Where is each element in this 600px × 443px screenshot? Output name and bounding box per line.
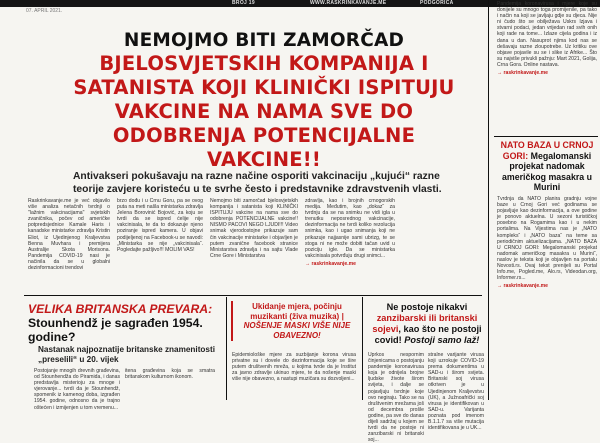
article-col-4 — [305, 198, 395, 288]
zanzibar-text: Uprkos nespornim činjenicama o postojanju pandemije koronavirusa koja je odnijela brojne ljudske živote širom svijeta, i dalje se pojavljuju tvrdnje koje ovo negiraju. Tako se na društvenim mrežama još od decembra prošle godine, pa sve do danas dijeli sadržaj u kojem se tvrdi da ne postoje ni zanzibarski ni britanski soj... — [368, 352, 424, 443]
zanzibar-col-1 — [368, 352, 424, 443]
britain-text: Postojanje mnogih drevnih građevina, od Stounhendža do Piramida, i danas predstavlja misterioju za mnoge i vjerovanje... tvrdi da je Stounhendž, spomenik iz kamenog doba, izgrađen 1954. godine, odnosno da je trajno oštećen i izmijenjen u tom vremenu... — [34, 368, 120, 411]
bottom-divider-1 — [226, 297, 227, 400]
music-paragraph: Epidemiološke mjere za suzbijanje korona virusa privatne su i dovele do dezinformacija koje se šire putem društvenih mreža, u kojima tvrde da je Institut za javno zdravlje ukinuo mjere, te da nošenje maski više nije obavezno, a nastupi muzičara su dozvoljeni... — [232, 352, 356, 383]
article-dek: Antivakseri pokušavaju na razne načine osporiti vakcinaciju „kujući“ razne teorije zavjere koristeću u te svrhe često i predstavnike zdravstvenih vlasti. — [73, 171, 442, 195]
sidebar-top-tag[interactable]: → raskrinkavanje.me — [497, 70, 548, 77]
city-name: PODGORICA — [420, 0, 454, 6]
issue-number: BROJ 19 — [232, 0, 255, 6]
headline-black: NEMOJMO BITI ZAMORČAD — [123, 30, 405, 51]
britain-headline: VELIKA BRITANSKA PREVARA: Stounhendž je sagrađen 1954. godine? — [28, 302, 213, 344]
issue-date: 07. APRIL 2021. — [26, 8, 63, 14]
col-4-text: zdravlja, kao i brojnih crnogorskih medija. Međutim, kao „dokaz“ za tvrdnju da se na snimku ne vidi igla u trenutku neposrednog vakcinacije, dezinformacija ne tvrdi koliko rezolucija snimka, kao i ugao snimanja koji ne prikazuje najjasnije sami ubrizg, te se stoga ni ne može dobiti tačan uvid u poziciju igle. Da se ministarka vakcinisala potvrđuju drugi snimci... — [305, 198, 395, 259]
zanzibar-col-2 — [428, 352, 484, 432]
headline-red: BJELOSVJETSKIH KOMPANIJA I SATANISTA KOJI KLINIČKI ISPITUJU VAKCINE NA NAMA SVE DO ODOBRENJA POTENCIJALNE VAKCINE!! — [73, 52, 455, 171]
music-headline: Ukidanje mjera, počinju muzikanti (živa muzika) | NOŠENJE MASKI VIŠE NIJE OBAVEZNO! — [243, 302, 351, 340]
britain-col-2 — [125, 368, 215, 398]
article-col-2 — [117, 198, 203, 288]
bottom-divider-2 — [362, 297, 363, 400]
music-text — [232, 352, 356, 398]
britain-text-2: itena građevina koja se smatra britanskom kulturnom ikonom. — [125, 368, 215, 381]
sidebar-divider — [488, 0, 489, 400]
site-url[interactable]: WWW.RASKRINKAVANJE.ME — [310, 0, 387, 6]
col-1-text: Raskrinkavanje.me je već objavilo više analiza netačnih tvrdnji o "lažnim vakcinacijama" svjetskih zvaničnika, počev od američke potpredsjednice Kamale Haris i kanadske ministarke zdravlja Kristin Eliot, iz Ujedinjenog Kraljevstva Benna Muvhara i premijera Australije Skota Morisona. Pandemija COVID-19 nasi je načinila da se u globalni dezinformacioni trendovi — [28, 198, 110, 272]
col-2-text: brzo dođu i u Crnu Goru, pa se ovog puta na meti našla ministarka zdravlja Jelena Borovinić Bojović, za koju se tvrdi da se ispred ćelije nije vakcinisala, te da to dokazuje njeno poziranje ispred kamera. U objavi podijeljenoj na Facebook-u se navodi: „Ministarka se nije „vakcinisala“. Pogledajte pažljivo!!! MOLIM VAS! — [117, 198, 203, 253]
nato-headline: NATO BAZA U CRNOJ GORI: Megalomanski projekat nadomak američkog masakra u Murini — [500, 140, 594, 192]
nato-paragraph: Tvrdnja da NATO planira gradnju vojne baze u Crnoj Gori već godinama se pojavljuje kao dezinformacija, a ove godine je ponovo aktuelna. U sezoni turističkoj posebno na Rogamima kao i u nekim portalima. Na Vijestima nas je „NATO kompleks“ i „NATO baza“ na teme sa periodičnim aktuelizacijama. „NATO BAZA U CRNOJ GORI: Megalomanski projekat nadomak američkog masakra u Murini“, naslov je teksta koji je objavljen na portalu Novosti.rs. Ovaj tekst prenijeli su Portal Info.me, Pogled.me, Alo.rs, Videodan.org, Informer.rs... — [497, 196, 597, 282]
article-col-1 — [28, 198, 110, 288]
nato-tag[interactable]: → raskrinkavanje.me — [497, 283, 548, 290]
bottom-divider — [24, 295, 482, 296]
article-col-3 — [210, 198, 298, 288]
zanzibar-text-2: stralne varijante virusa koji uzrokuje COVID-19 prema dokumentima u SAD-u i širom svijeta. Britanski soj virusa otkriven je u Ujedinjenom Kraljevstvu (UK), a Južnoafrički soj virusa je identifikovan u SAD-u. Varijanta poznata pod imenom B.1.1.7 sa više mutacija identifikovana je u UK... — [428, 352, 484, 432]
sidebar-top-paragraph: Pandemija koronavirusa i mjere koje su donijele su mnogo toga promijenile, pa tako i način na koji se javljaju gdje su djeca. Nije ni čudo što se obilježava Uskrs Izjava i stvarni podaci, jedan vrijedan rad svih onih koji rade na tome... Izlaze cijela godina i iz dana u dan. Nasuprot njima kod nas se dešavaju razne zloupotrebe. Uz kritiku ove objave pojavile su se i slike iz Afrike... Što su najviše privukli pažnju: Mart 2021, Golija, Crna Gora. Online nastava. — [497, 1, 597, 68]
article-source-tag[interactable]: → raskrinkavanje.me — [305, 260, 356, 267]
col-3-text: Nemojmo biti zamorčad bjelosvjetskih kompanija i satanista koji KLINIČKI ISPITUJU vakcine na nama sve do odobrenja POTENCIJALNE vakcine!! NISMO PACOVI NEGO LJUDI!!! Video snimak vjerodostojne prikazuje sam čin vakcinacije ministarke i objavljen je putem zvanične facebook stranice Ministarstva zdravlja i na sajtu Vlade Crne Gore i Ministarstva — [210, 198, 298, 259]
music-accent-bar — [231, 301, 233, 341]
zanzibar-headline: Ne postoje nikakvi zanzibarski ili britanski sojevi, kao što ne postoji covid! Postoji samo laž! — [372, 302, 482, 345]
britain-col-1 — [34, 368, 120, 411]
britain-subhead: Nastanak najpoznatije britanske znamenitosti „preselili“ u 20. vijek — [38, 345, 215, 364]
sidebar-rule — [494, 136, 598, 137]
sidebar-top-text — [497, 1, 597, 133]
nato-text — [497, 196, 597, 396]
